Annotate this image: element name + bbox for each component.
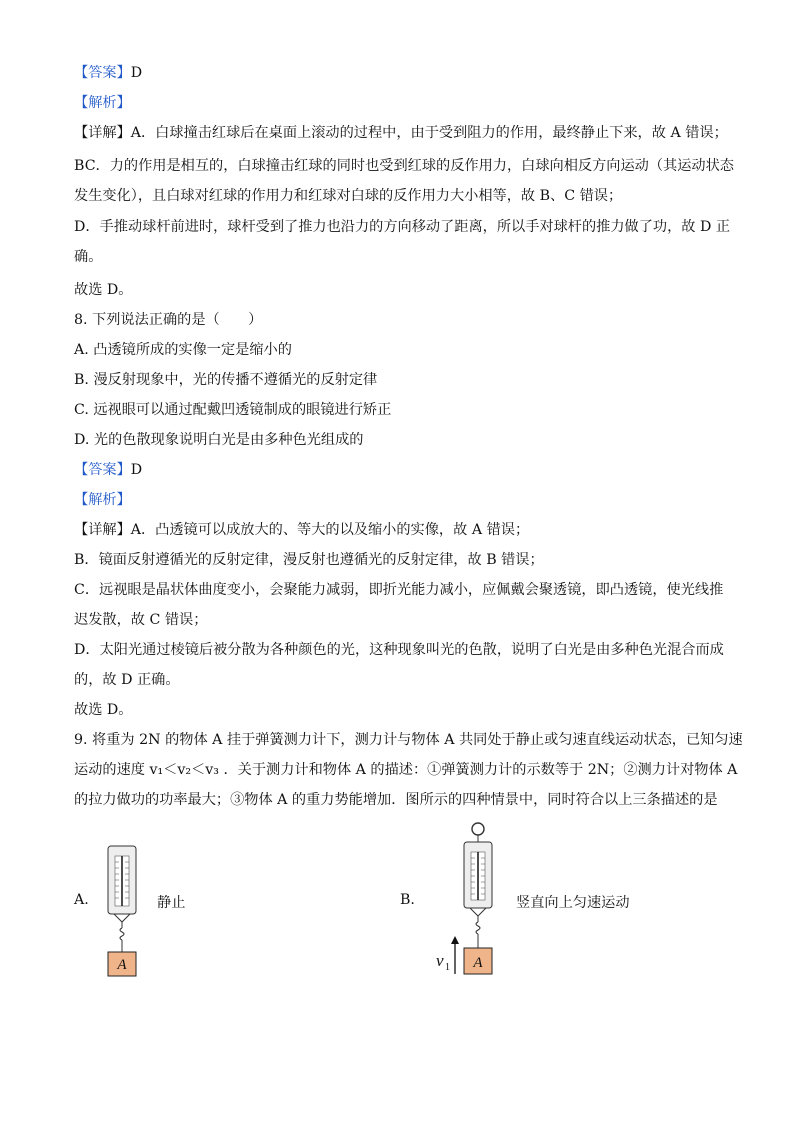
q8-option-b: B. 漫反射现象中，光的传播不遵循光的反射定律 xyxy=(74,372,378,388)
q8-option-c: C. 远视眼可以通过配戴凹透镜制成的眼镜进行矫正 xyxy=(74,402,392,418)
q7-line-0: 【详解】A．白球撞击红球后在桌面上滚动的过程中，由于受到阻力的作用，最终静止下来，故 A 错误； xyxy=(74,125,728,141)
option-b-label: B. xyxy=(400,892,415,908)
q9-line-2: 的拉力做功的功率最大；③物体 A 的重力势能增加．图所示的四种情景中，同时符合以上三条描述的是 xyxy=(74,792,718,808)
spring-scale-static-figure xyxy=(100,842,150,982)
q8-line-1: B．镜面反射遵循光的反射定律，漫反射也遵循光的反射定律，故 B 错误； xyxy=(74,552,544,568)
velocity-label: v xyxy=(436,951,444,970)
q7-line-2: 发生变化），且白球对红球的作用力和红球对白球的反作用力大小相等，故 B、C 错误； xyxy=(74,188,623,204)
q8-answer xyxy=(74,461,142,479)
velocity-subscript: 1 xyxy=(445,962,450,973)
answer-tag: 【答案】 xyxy=(74,462,131,478)
q8-line-2: C．远视眼是晶状体曲度变小，会聚能力减弱，即折光能力减小，应佩戴会聚透镜，即凸透镜，使光线推 xyxy=(74,582,724,598)
velocity-arrow-up-icon xyxy=(451,936,459,974)
q7-line-5: 故选 D。 xyxy=(74,282,133,298)
block-a-label: A xyxy=(473,955,483,971)
q8-option-d: D. 光的色散现象说明白光是由多种色光组成的 xyxy=(74,432,364,448)
q8-option-a: A. 凸透镜所成的实像一定是缩小的 xyxy=(74,342,292,358)
answer-value: D xyxy=(130,65,143,81)
answer-value: D xyxy=(130,462,143,478)
q8-line-6: 故选 D。 xyxy=(74,702,133,718)
block-a-label: A xyxy=(117,957,127,973)
spring-scale-icon xyxy=(108,846,136,952)
spring-scale-icon xyxy=(464,823,492,948)
q8-line-4: D．太阳光通过棱镜后被分散为各种颜色的光，这种现象叫光的色散，说明了白光是由多种色光混合而成 xyxy=(74,642,724,658)
q8-analysis-tag: 【解析】 xyxy=(74,492,131,508)
option-a-caption: 静止 xyxy=(157,895,186,911)
spring-scale-moving-figure xyxy=(430,820,520,980)
q7-answer xyxy=(74,64,142,82)
q9-line-0: 9. 将重为 2N 的物体 A 挂于弹簧测力计下，测力计与物体 A 共同处于静止或匀速直线运动状态，已知匀速 xyxy=(74,732,743,748)
q7-line-4: 确。 xyxy=(74,249,103,265)
q7-analysis-tag: 【解析】 xyxy=(74,95,131,111)
option-a-label: A. xyxy=(74,892,89,908)
q8-line-3: 迟发散，故 C 错误； xyxy=(74,612,208,628)
q8-line-5: 的，故 D 正确。 xyxy=(74,672,180,688)
q7-line-3: D．手推动球杆前进时，球杆受到了推力也沿力的方向移动了距离，所以手对球杆的推力做了功，故 D 正 xyxy=(74,219,731,235)
answer-tag: 【答案】 xyxy=(74,65,131,81)
q9-line-1: 运动的速度 v₁＜v₂＜v₃ ．关于测力计和物体 A 的描述：①弹簧测力计的示数等于 2N；②测力计对物体 A xyxy=(74,762,738,778)
q8-stem: 8. 下列说法正确的是（ ） xyxy=(74,312,263,328)
q8-line-0: 【详解】A．凸透镜可以成放大的、等大的以及缩小的实像，故 A 错误； xyxy=(74,522,530,538)
option-b-caption: 竖直向上匀速运动 xyxy=(516,895,630,911)
q7-line-1: BC．力的作用是相互的，白球撞击红球的同时也受到红球的反作用力，白球向相反方向运动（其运动状态 xyxy=(74,158,734,174)
